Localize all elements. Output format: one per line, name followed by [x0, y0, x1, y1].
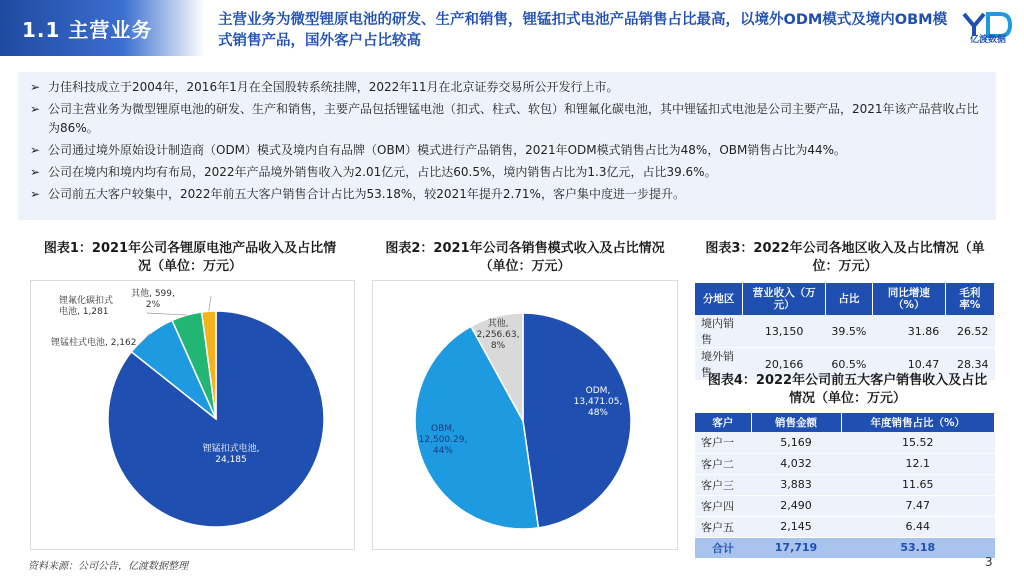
pie-data-label: 锂锰扣式电池, 24,185: [202, 444, 260, 465]
table-total-row: [695, 537, 995, 558]
table-cell: 合计: [695, 537, 751, 558]
table-row: [695, 315, 995, 348]
pie-data-label: ODM, 13,471.05, 48%: [573, 386, 623, 418]
bullet-item: ➢ 公司主营业务为微型锂原电池的研发、生产和销售，主要产品包括锂锰电池（扣式、柱式、软包）和锂氟化碳电池，其中锂锰扣式电池是公司主要产品，2021年该产品营收占比为86%。: [30, 102, 979, 135]
pie-slice: [523, 313, 631, 528]
pie-data-label: OBM, 12,500.29, 44%: [418, 424, 468, 456]
table-cell: 4,032: [751, 453, 841, 474]
table-cell: 6.44: [841, 516, 995, 537]
chart1-title: 图表1：2021年公司各锂原电池产品收入及占比情况（单位：万元）: [43, 241, 337, 274]
table-cell: 39.5%: [825, 315, 872, 348]
section-title: 1.1 主营业务: [22, 18, 153, 42]
table-cell: 3,883: [751, 474, 841, 495]
pie-data-label: 锂氟化碳扣式电池, 1,281: [59, 296, 114, 317]
table-header: 销售金额: [751, 413, 841, 432]
table-cell: 60.5%: [825, 348, 872, 381]
table-cell: 客户一: [695, 432, 751, 453]
sales-mode-pie-chart: [373, 281, 679, 551]
product-revenue-pie-chart: [31, 281, 356, 551]
table-cell: 10.47: [872, 348, 945, 381]
table-header-row: [695, 413, 995, 432]
table-cell: 7.47: [841, 495, 995, 516]
table-cell: 2,490: [751, 495, 841, 516]
table-header: 营业收入（万元）: [743, 283, 826, 315]
table-cell: 境内销售: [695, 315, 743, 348]
pie-data-label: 锂锰柱式电池, 2,162: [51, 338, 137, 348]
pie-data-label: 其他, 599, 2%: [131, 289, 175, 310]
table-cell: 客户四: [695, 495, 751, 516]
bullet-item: ➢ 公司在境内和境内均有布局，2022年产品境外销售收入为2.01亿元，占比达60.5%，境内销售占比为1.3亿元，占比39.6%。: [28, 163, 986, 182]
table-cell: 28.34: [945, 348, 994, 381]
bullet-item: ➢ 力佳科技成立于2004年，2016年1月在全国股转系统挂牌，2022年11月在北京证券交易所公开发行上市。: [28, 78, 986, 97]
table-cell: 客户五: [695, 516, 751, 537]
arrow-bullet-icon: ➢: [30, 187, 41, 201]
logo-text: 亿渡数据: [969, 35, 1006, 45]
top-customers-table: [695, 413, 995, 559]
section-banner: [0, 0, 205, 56]
table-cell: 境外销售: [695, 348, 743, 381]
table-cell: 12.1: [841, 453, 995, 474]
arrow-bullet-icon: ➢: [30, 143, 41, 157]
page-title: 主营业务为微型锂原电池的研发、生产和销售，锂锰扣式电池产品销售占比最高，以境外ODM模式及境内OBM模式销售产品，国外客户占比较高: [218, 12, 948, 49]
table-header-row: [695, 283, 995, 315]
table-cell: 11.65: [841, 474, 995, 495]
table-row: [695, 474, 995, 495]
table-row: [695, 495, 995, 516]
table-header: 毛利率%: [945, 283, 994, 315]
region-revenue-table: [695, 283, 995, 381]
table-row: [695, 453, 995, 474]
table-cell: 5,169: [751, 432, 841, 453]
pie-data-label: 其他, 2,256.63, 8%: [476, 319, 520, 351]
table-cell: 13,150: [743, 315, 826, 348]
bullet-item: ➢ 公司前五大客户较集中，2022年前五大客户销售合计占比为53.18%，较2021年提升2.71%，客户集中度进一步提升。: [28, 185, 986, 204]
page-number: 3: [985, 555, 993, 569]
table-cell: 31.86: [872, 315, 945, 348]
table-row: [695, 516, 995, 537]
table-header: 同比增速（%）: [872, 283, 945, 315]
table-cell: 26.52: [945, 315, 994, 348]
chart1-box: [30, 280, 355, 550]
table-cell: 客户二: [695, 453, 751, 474]
table-row: [695, 432, 995, 453]
chart2-box: [372, 280, 678, 550]
arrow-bullet-icon: ➢: [30, 165, 41, 179]
table-cell: 53.18: [841, 537, 995, 558]
table-cell: 客户三: [695, 474, 751, 495]
table-cell: 2,145: [751, 516, 841, 537]
table-cell: 17,719: [751, 537, 841, 558]
bullet-item: ➢ 公司通过境外原始设计制造商（ODM）模式及境内自有品牌（OBM）模式进行产品销售，2021年ODM模式销售占比为48%，OBM销售占比为44%。: [28, 141, 986, 160]
arrow-bullet-icon: ➢: [30, 80, 41, 94]
table3-title: 图表3：2022年公司各地区收入及占比情况（单位：万元）: [705, 241, 985, 274]
arrow-bullet-icon: ➢: [30, 102, 41, 116]
table-header: 客户: [695, 413, 751, 432]
source-note: 资料来源：公司公告，亿渡数据整理: [28, 561, 188, 572]
table-cell: 20,166: [743, 348, 826, 381]
pie-leader-line: [147, 313, 187, 315]
pie-leader-line: [209, 296, 211, 311]
summary-bullets: [18, 72, 996, 220]
table-header: 分地区: [695, 283, 743, 315]
table-header: 占比: [825, 283, 872, 315]
table4-title: 图表4：2022年公司前五大客户销售收入及占比情况（单位：万元）: [707, 373, 988, 406]
table-cell: 15.52: [841, 432, 995, 453]
table-header: 年度销售占比（%）: [841, 413, 995, 432]
chart2-title: 图表2：2021年公司各销售模式收入及占比情况（单位：万元）: [385, 241, 665, 274]
